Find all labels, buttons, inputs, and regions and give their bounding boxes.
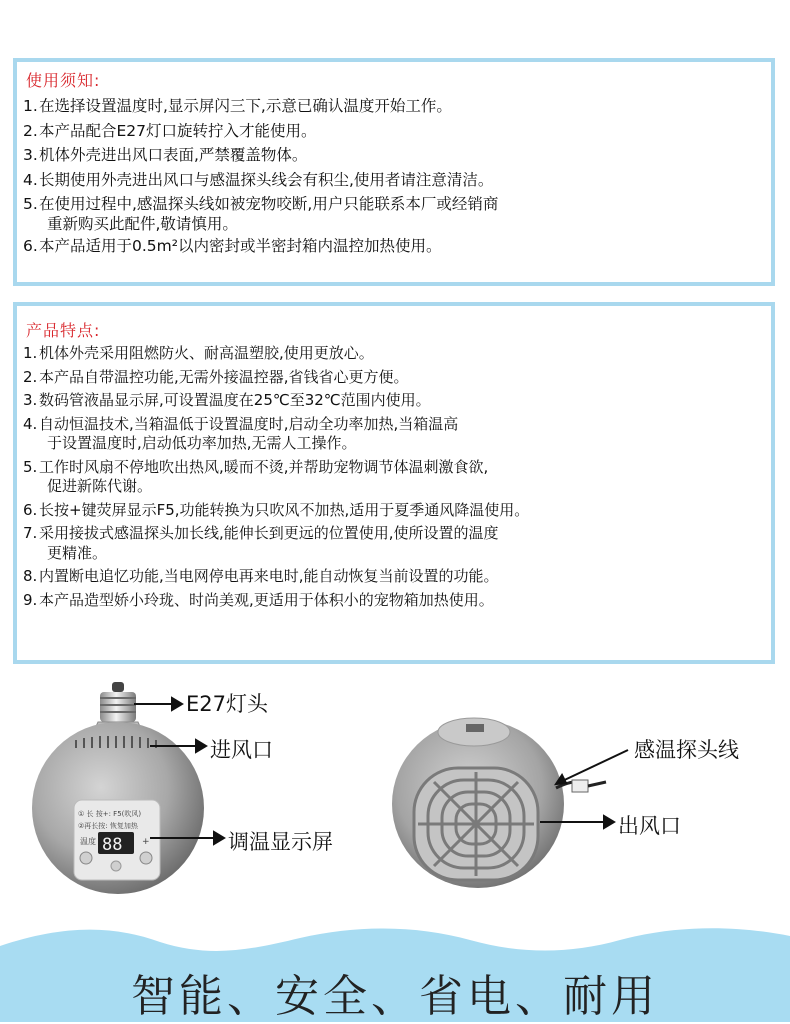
led-readout: 88	[102, 835, 123, 855]
notice-item: 1.在选择设置温度时,显示屏闪三下,示意已确认温度开始工作。	[23, 97, 452, 115]
product-illustration	[0, 676, 790, 920]
usage-notice-list	[23, 96, 765, 261]
label-sensor-wire: 感温探头线	[634, 738, 739, 762]
label-e27-lamp-base: E27灯头	[186, 692, 268, 716]
usage-notice-title: 使用须知:	[26, 71, 101, 90]
feature-item: 6. 长按+键荧屏显示F5,功能转换为只吹风不加热,适用于夏季通风降温使用。	[23, 500, 530, 519]
label-air-outlet: 出风口	[618, 814, 681, 838]
panel-hint-line2: ②再长按: 恢复加热	[78, 822, 138, 830]
notice-item: 3.机体外壳进出风口表面,严禁覆盖物体。	[23, 146, 308, 164]
product-features-list	[23, 344, 765, 614]
feature-item: 3. 数码管液晶显示屏,可设置温度在25℃至32℃范围内使用。	[23, 391, 431, 409]
notice-item: 4.长期使用外壳进出风口与感温探头线会有积尘,使用者请注意清洁。	[23, 170, 494, 189]
feature-item: 7. 采用接拔式感温探头加长线,能伸长到更远的位置使用,使所设置的温度 更精准。	[23, 524, 499, 562]
notice-item: 2.本产品配合E27灯口旋转拧入才能使用。	[23, 121, 317, 140]
label-air-inlet: 进风口	[210, 738, 273, 762]
notice-item: 6.本产品适用于0.5m²以内密封或半密封箱内温控加热使用。	[23, 237, 442, 255]
plus-button-label: +	[142, 837, 150, 847]
temp-button-label: 温度	[80, 837, 96, 846]
feature-item: 9. 本产品造型娇小玲珑、时尚美观,更适用于体积小的宠物箱加热使用。	[23, 590, 494, 609]
air-outlet-grille	[414, 768, 538, 880]
notice-item: 5.在使用过程中,感温探头线如被宠物咬断,用户只能联系本厂或经销商 重新购买此配件,敬请慎用。	[23, 195, 499, 233]
feature-item: 2. 本产品自带温控功能,无需外接温控器,省钱省心更方便。	[23, 367, 409, 386]
feature-item: 5. 工作时风扇不停地吹出热风,暖而不烫,并帮助宠物调节体温刺激食欲, 促进新陈代谢。	[23, 457, 489, 495]
right-heater-body	[392, 718, 606, 888]
product-features-box	[13, 302, 775, 664]
feature-item: 1. 机体外壳采用阻燃防火、耐高温塑胶,使用更放心。	[23, 344, 374, 362]
minus-button	[80, 852, 92, 864]
plus-button	[140, 852, 152, 864]
product-features-title: 产品特点:	[26, 321, 101, 340]
product-diagram	[0, 676, 790, 920]
feature-item: 4. 自动恒温技术,当箱温低于设置温度时,启动全功率加热,当箱温高 于设置温度时,启动低功率加热,无需人工操作。	[23, 414, 459, 452]
feature-item: 8. 内置断电追忆功能,当电网停电再来电时,能自动恢复当前设置的功能。	[23, 567, 499, 585]
panel-hint-line1: ① 长 按+: F5(吹风)	[78, 810, 142, 818]
usage-notice-box	[13, 58, 775, 286]
speaker-grille	[111, 861, 121, 871]
label-display-screen: 调温显示屏	[228, 830, 333, 854]
banner-slogan: 智能、安全、省电、耐用	[131, 971, 659, 1022]
